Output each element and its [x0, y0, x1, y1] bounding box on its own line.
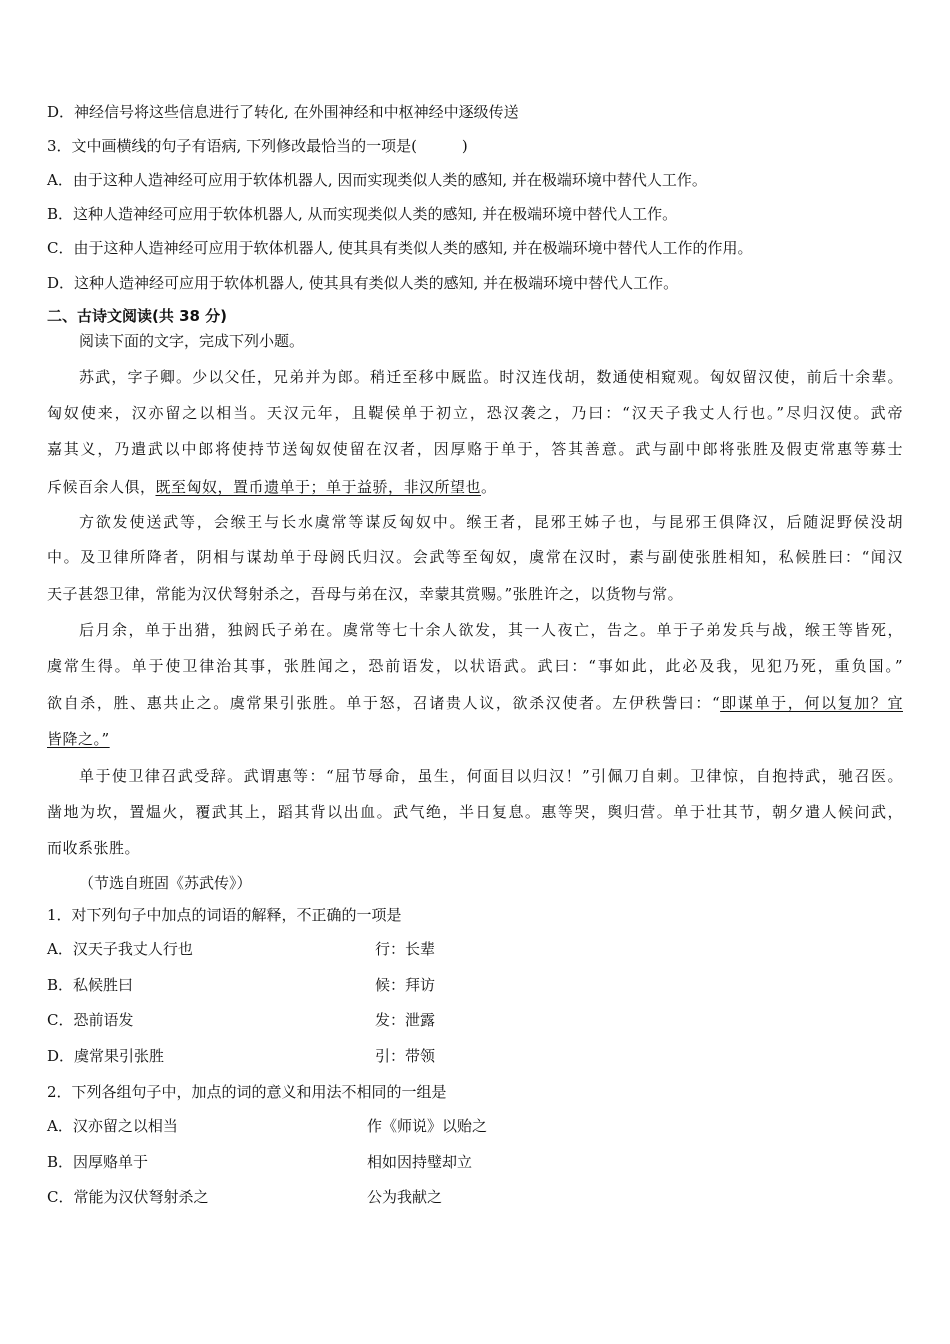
underlined-sentence: 即谋单于，何以复加？宜 — [720, 694, 903, 712]
q1-option-d: D．虞常果引张胜 — [47, 1047, 165, 1065]
passage-line: 而收系张胜。 — [47, 839, 141, 857]
passage-line — [47, 477, 903, 497]
passage-text: 斥候百余人俱， — [47, 478, 156, 496]
q1-stem: 1．对下列句子中加点的词语的解释，不正确的一项是 — [47, 906, 402, 924]
q3-option-b: B．这种人造神经可应用于软体机器人, 从而实现类似人类的感知, 并在极端环境中替代人工作。 — [47, 205, 678, 223]
q2-option-b-compare: 相如因持璧却立 — [367, 1153, 473, 1171]
passage-line: 苏武，字子卿。少以父任，兄弟并为郎。稍迁至移中厩监。时汉连伐胡，数通使相窥观。匈奴留汉使，前后十余辈。 — [79, 368, 903, 386]
underlined-sentence: 既至匈奴，置币遗单于；单于益骄，非汉所望也 — [155, 478, 482, 496]
q2-stem: 2．下列各组句子中，加点的词的意义和用法不相同的一组是 — [47, 1083, 447, 1101]
q1-option-b: B．私候胜曰 — [47, 976, 134, 994]
q2-option-a-compare: 作《师说》以贻之 — [367, 1117, 488, 1135]
section-title: 二、古诗文阅读(共 38 分) — [47, 307, 228, 325]
prev-option-d: D．神经信号将这些信息进行了转化, 在外围神经和中枢神经中逐级传送 — [47, 103, 519, 121]
passage-line: 天子甚怨卫律，常能为汉伏弩射杀之，吾母与弟在汉，幸蒙其赏赐。”张胜许之，以货物与常。 — [47, 585, 684, 603]
q1-option-c: C．恐前语发 — [47, 1011, 134, 1029]
q2-option-c-compare: 公为我献之 — [367, 1188, 443, 1206]
passage-line: 凿地为坎，置煴火，覆武其上，蹈其背以出血。武气绝，半日复息。惠等哭，舆归营。单于壮其节，朝夕遣人候问武， — [47, 803, 903, 821]
q1-option-a: A．汉天子我丈人行也 — [47, 940, 193, 958]
passage-line: 单于使卫律召武受辞。武谓惠等：“屈节辱命，虽生，何面目以归汉！”引佩刀自刺。卫律惊，自抱持武，驰召医。 — [79, 767, 903, 785]
passage-text: 欲自杀，胜、惠共止之。虞常果引张胜。单于怒，召诸贵人议，欲杀汉使者。左伊秩訾曰：“ — [47, 694, 721, 712]
passage-line: 匈奴使来，汉亦留之以相当。天汉元年，且鞮侯单于初立，恐汉袭之，乃曰：“汉天子我丈人行也。”尽归汉使。武帝 — [47, 404, 903, 422]
q3-option-a: A．由于这种人造神经可应用于软体机器人, 因而实现类似人类的感知, 并在极端环境中替代人工作。 — [47, 171, 707, 189]
q1-option-d-gloss: 引：带领 — [375, 1047, 436, 1065]
passage-line: 后月余，单于出猎，独阏氏子弟在。虞常等七十余人欲发，其一人夜亡，告之。单于子弟发兵与战，缑王等皆死， — [79, 621, 903, 639]
q1-option-a-gloss: 行：长辈 — [375, 940, 436, 958]
passage-line: 中。及卫律所降者，阴相与谋劫单于母阏氏归汉。会武等至匈奴，虞常在汉时，素与副使张胜相知，私候胜曰：“闻汉 — [47, 548, 903, 566]
passage-line — [47, 693, 903, 713]
q3-option-c: C．由于这种人造神经可应用于软体机器人, 使其具有类似人类的感知, 并在极端环境中替代人工作的作用。 — [47, 239, 753, 257]
q2-option-c: C．常能为汉伏弩射杀之 — [47, 1188, 209, 1206]
q3-stem: 3．文中画横线的句子有语病, 下列修改最恰当的一项是( ) — [47, 137, 468, 155]
instruction: 阅读下面的文字，完成下列小题。 — [79, 332, 305, 350]
passage-text: 。 — [481, 478, 497, 496]
passage-line: 方欲发使送武等，会缑王与长水虞常等谋反匈奴中。缑王者，昆邪王姊子也，与昆邪王俱降汉，后随浞野侯没胡 — [79, 513, 903, 531]
q2-option-a: A．汉亦留之以相当 — [47, 1117, 178, 1135]
passage-line — [47, 729, 903, 749]
q2-option-b: B．因厚赂单于 — [47, 1153, 149, 1171]
passage-line: 虞常生得。单于使卫律治其事，张胜闻之，恐前语发，以状语武。武曰：“事如此，此必及我，见犯乃死，重负国。” — [47, 657, 903, 675]
passage-line: 嘉其义，乃遣武以中郎将使持节送匈奴使留在汉者，因厚赂于单于，答其善意。武与副中郎将张胜及假吏常惠等募士 — [47, 440, 903, 458]
q1-option-c-gloss: 发：泄露 — [375, 1011, 436, 1029]
source-note: （节选自班固《苏武传》） — [79, 874, 252, 892]
q3-option-d: D．这种人造神经可应用于软体机器人, 使其具有类似人类的感知, 并在极端环境中替代人工作。 — [47, 274, 679, 292]
underlined-sentence: 皆降之。” — [47, 730, 110, 748]
q1-option-b-gloss: 候：拜访 — [375, 976, 436, 994]
